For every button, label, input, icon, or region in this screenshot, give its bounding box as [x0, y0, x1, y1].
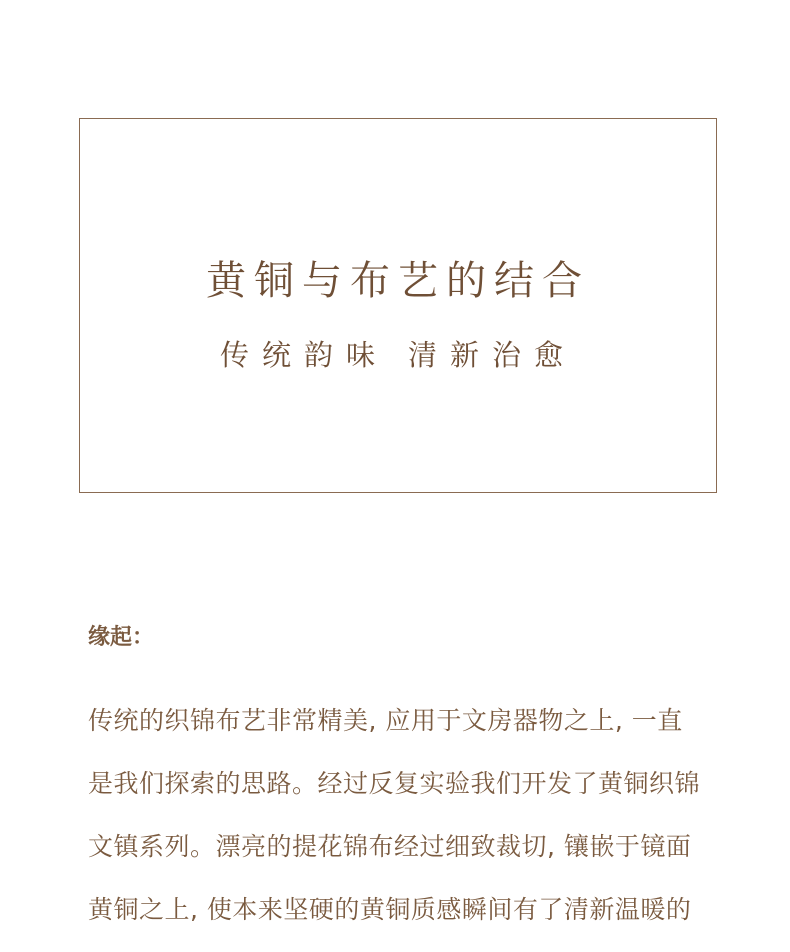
banner-subtitle	[80, 337, 716, 373]
banner-title: 黄铜与布艺的结合	[206, 258, 590, 304]
paragraph-line: 是我们探索的思路。经过反复实验我们开发了黄铜织锦	[88, 769, 701, 798]
paragraph-line: 黄铜之上, 使本来坚硬的黄铜质感瞬间有了清新温暖的	[88, 895, 692, 924]
banner-subtitle-left: 传统韵味	[219, 338, 388, 372]
origin-heading: 缘起：	[88, 625, 155, 650]
paragraph-line: 传统的织锦布艺非常精美, 应用于文房器物之上, 一直	[88, 706, 683, 735]
banner-subtitle-right: 清新治愈	[408, 338, 577, 372]
paragraph-line: 文镇系列。漂亮的提花锦布经过细致裁切, 镶嵌于镜面	[88, 832, 692, 861]
origin-paragraph	[88, 700, 718, 952]
banner-frame	[79, 118, 717, 493]
